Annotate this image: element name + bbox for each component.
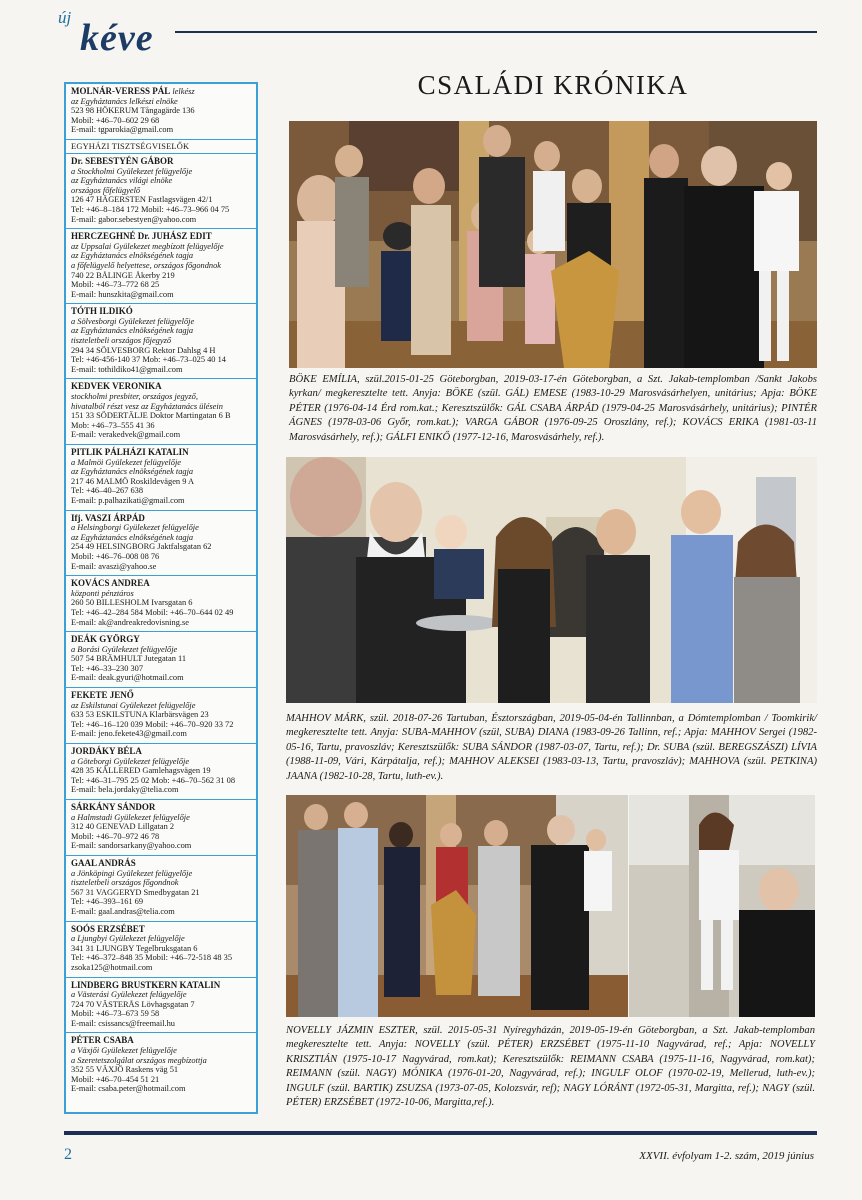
- official-detail: központi pénztáros: [71, 588, 134, 598]
- official-detail: E-mail: p.palhazikati@gmail.com: [71, 495, 185, 505]
- official-name: KEDVEK VERONIKA: [71, 381, 162, 392]
- official-detail: 151 33 SÖDERTÄLJE Doktor Martingatan 6 B: [71, 411, 231, 421]
- official-name: Ifj. VASZI ÁRPÁD: [71, 512, 145, 523]
- official-entry: [66, 856, 256, 922]
- official-detail: az Egyháztanács elnökségének tagja: [71, 532, 194, 542]
- pastor-line: 523 98 HÖKERUM Tångagärde 136: [71, 106, 195, 116]
- pastor-line: az Egyháztanács lelkészi elnöke: [71, 96, 178, 106]
- official-detail: E-mail: tothildiko41@gmail.com: [71, 364, 183, 374]
- official-detail: 633 53 ESKILSTUNA Klarbärsvägen 23: [71, 710, 209, 720]
- official-detail: E-mail: csissancs@freemail.hu: [71, 1018, 175, 1028]
- pastor-role: lelkész: [172, 87, 195, 96]
- pastor-name: MOLNÁR-VERESS PÁL: [71, 86, 171, 96]
- official-entry: [66, 1033, 256, 1098]
- official-detail: a Västerási Gyülekezet felügyelője: [71, 990, 187, 1000]
- photo-2-image: [286, 457, 817, 703]
- official-entry: [66, 978, 256, 1034]
- official-detail: Tel: +46–8–184 172 Mobil: +46–73–966 04 75: [71, 204, 230, 214]
- official-name: SOÓS ERZSÉBET: [71, 923, 145, 934]
- official-entry: [66, 688, 256, 744]
- official-detail: zsoka125@hotmail.com: [71, 962, 153, 972]
- official-detail: a Jönköpingi Gyülekezet felügyelője: [71, 868, 193, 878]
- page-number: 2: [64, 1146, 72, 1163]
- pastor-line: E-mail: tgparokia@gmail.com: [71, 125, 174, 135]
- official-entry: [66, 511, 256, 577]
- official-detail: Tel: +46–31–795 25 02 Mob: +46–70–562 31 08: [71, 775, 236, 785]
- official-detail: a Halmstadi Gyülekezet felügyelője: [71, 812, 190, 822]
- official-detail: a Szeretetszolgálat országos megbízottja: [71, 1055, 207, 1065]
- official-detail: Mob: +46–73–555 41 36: [71, 420, 155, 430]
- official-detail: Tel: +46–16–120 039 Mobil: +46–70–920 33 72: [71, 719, 234, 729]
- official-detail: E-mail: jeno.fekete43@gmail.com: [71, 729, 187, 739]
- official-detail: E-mail: avaszi@yahoo.se: [71, 561, 157, 571]
- official-entry: [66, 576, 256, 632]
- official-name: TÓTH ILDIKÓ: [71, 306, 133, 317]
- official-detail: 341 31 LJUNGBY Tegelbruksgatan 6: [71, 943, 198, 953]
- official-detail: tiszteletbeli országos főjegyző: [71, 336, 172, 346]
- official-name: PÉTER CSABA: [71, 1035, 134, 1046]
- official-detail: az Egyháztanács világi elnöke: [71, 176, 173, 186]
- official-detail: stockholmi presbiter, országos jegyző,: [71, 392, 198, 402]
- official-detail: a Helsingborgi Gyülekezet felügyelője: [71, 523, 199, 533]
- baptism-photo-2: [286, 457, 817, 703]
- officials-heading: EGYHÁZI TISZTSÉGVISELŐK: [66, 140, 256, 154]
- photo-1-image: [289, 121, 817, 368]
- official-detail: E-mail: csaba.peter@hotmail.com: [71, 1084, 186, 1094]
- official-detail: E-mail: verakedvek@gmail.com: [71, 430, 181, 440]
- official-detail: 567 31 VAGGERYD Smedbygatan 21: [71, 887, 200, 897]
- official-name: PITLIK PÁLHÁZI KATALIN: [71, 447, 189, 457]
- official-detail: a Ljungbyi Gyülekezet felügyelője: [71, 934, 185, 944]
- official-detail: országos főfelügyelő: [71, 185, 141, 195]
- baptism-photo-1: [289, 121, 817, 368]
- pastor-entry: [66, 84, 256, 140]
- official-detail: a Göteborgi Gyülekezet felügyelője: [71, 756, 190, 766]
- official-detail: 294 34 SÖLVESBORG Rektor Dahlsg 4 H: [71, 345, 216, 355]
- official-detail: Tel: +46–42–284 584 Mobil: +46–70–644 02 49: [71, 607, 234, 617]
- official-name: JORDÁKY BÉLA: [71, 746, 142, 757]
- official-detail: Mobil: +46–73–673 59 58: [71, 1009, 160, 1019]
- baptism-photo-3: [286, 795, 628, 1017]
- official-detail: E-mail: ak@andreakredovisning.se: [71, 617, 189, 627]
- caption-1: BÖKE EMÍLIA, szül.2015-01-25 Göteborgban, 2019-03-17-én Göteborgban, a Szt. Jakab-templomban /Sankt Jakobs kyrkan/ megkeresztelte tett. Anyja: BÖKE (szül. GÁL) EMESE (1983-10-29 Marosvásárhelyen, unitárius; Apja: BÖKE PÉTER (1976-04-14 Érd rom.kat.; Keresztszülők: GÁL CSABA ÁRPÁD (1979-04-25 Marosvásárhely, unitárius); PINTÉR ÁGNES (1978-03-06 Győr, rom.kat.); VARGA GÁBOR (1976-09-25 Oroszlány, ref.); KOVÁCS ERIKA (1981-03-11 Marosvásárhely, ref.); GÁLFI ENIKŐ (1977-12-16, Marosvásárhely, ref.).: [289, 374, 817, 443]
- official-detail: 260 50 BILLESHOLM Ivarsgatan 6: [71, 598, 193, 608]
- official-detail: Tel: +46–33–230 307: [71, 663, 144, 673]
- official-detail: Mobil: +46–70–972 46 78: [71, 831, 160, 841]
- official-detail: hivatalból részt vesz az Egyháztanács ülésein: [71, 401, 223, 411]
- official-name: FEKETE JENŐ: [71, 690, 134, 701]
- official-detail: a Växjői Gyülekezet felügyelője: [71, 1046, 177, 1056]
- official-name: GAAL ANDRÁS: [71, 857, 136, 868]
- official-name: Dr. SEBESTYÉN GÁBOR: [71, 155, 174, 166]
- footer-rule: [64, 1131, 817, 1135]
- officials-list: [66, 154, 256, 1098]
- photo-3-image: [286, 795, 628, 1017]
- article-title: CSALÁDI KRÓNIKA: [417, 70, 689, 100]
- masthead-uj: új: [58, 8, 72, 27]
- official-detail: Tel: +46–40–267 638: [71, 486, 144, 496]
- official-entry: [66, 632, 256, 688]
- official-detail: a Borási Gyülekezet felügyelője: [71, 644, 178, 654]
- official-detail: Mobil: +46–73–772 68 25: [71, 280, 160, 290]
- official-detail: E-mail: gaal.andras@telia.com: [71, 906, 175, 916]
- official-detail: Mobil: +46–76–008 08 76: [71, 551, 160, 561]
- official-detail: az Egyháztanács elnökségének tagja: [71, 326, 194, 336]
- official-detail: 254 49 HELSINGBORG Jaktfalsgatan 62: [71, 542, 212, 552]
- official-name: LINDBERG BRUSTKERN KATALIN: [71, 979, 221, 990]
- pastor-line: Mobil: +46–70–602 29 68: [71, 115, 160, 125]
- official-detail: a Stockholmi Gyülekezet felügyelője: [71, 166, 193, 176]
- official-detail: a Sölvesborgi Gyülekezet felügyelője: [71, 316, 195, 326]
- photo-4-image: [629, 795, 815, 1017]
- official-name: HERCZEGHNÉ Dr. JUHÁSZ EDIT: [71, 231, 212, 242]
- official-detail: 428 35 KÅLLERED Gamlehagsvägen 19: [71, 766, 211, 776]
- official-entry: [66, 229, 256, 304]
- official-detail: az Uppsalai Gyülekezet megbízott felügyelője: [71, 241, 224, 251]
- official-name: DEÁK GYÖRGY: [71, 634, 140, 645]
- official-detail: Mobil: +46–70–454 51 21: [71, 1074, 160, 1084]
- official-entry: [66, 922, 256, 978]
- masthead-keve: kéve: [80, 17, 154, 59]
- official-entry: [66, 744, 256, 800]
- official-detail: E-mail: sandorsarkany@yahoo.com: [71, 841, 192, 851]
- official-detail: 352 55 VÄXJÖ Raskens väg 51: [71, 1065, 179, 1075]
- official-detail: 740 22 BÅLINGE Åkerby 219: [71, 270, 175, 280]
- official-detail: tiszteletbeli országos főgondnok: [71, 878, 179, 888]
- caption-2: MAHHOV MÁRK, szül. 2018-07-26 Tartuban, Észtországban, 2019-05-04-én Tallinnban, a Dómtemplomban / Toomkirik/ megkeresztelte tett. Anyja: SUBA-MAHHOV (szül, SUBA) DIANA (1983-09-26 Tallinn, ref.; Apja: MAHHOV Sergei (1982-05-16, Tartu, pravoszláv; Keresztszülők: SUBA SÁNDOR (1987-03-07, Tartu, ref.); Dr. SUBA (szül. BEREGSZÁSZI) LÍVIA (1988-11-09, Vári, Kárpátalja, ref.); MAHHOV ALEKSEI (1983-03-13, Tartu, pravoszláv); MAHHOVA (szül. PETKINA) JAANA (1982-10-28, Tartu, luth-ev.).: [286, 713, 817, 782]
- official-detail: az Egyháztanács elnökségének tagja: [71, 251, 194, 261]
- official-detail: 507 54 BRÄMHULT Jutegatan 11: [71, 654, 187, 664]
- official-detail: Tel: +46–393–161 69: [71, 897, 144, 907]
- official-detail: E-mail: bela.jordaky@telia.com: [71, 785, 179, 795]
- official-entry: [66, 379, 256, 445]
- official-detail: 312 40 GENEVAD Lillgatan 2: [71, 822, 175, 832]
- official-name: KOVÁCS ANDREA: [71, 578, 150, 589]
- official-detail: az Egyháztanács elnökségének tagja: [71, 467, 194, 477]
- official-detail: az Eskilstunai Gyülekezet felügyelője: [71, 700, 196, 710]
- officials-sidebar: [64, 82, 258, 1114]
- baptism-photo-4: [629, 795, 815, 1017]
- official-detail: Tel: +46–372–848 35 Mobil: +46–72-518 48 35: [71, 953, 233, 963]
- official-entry: [66, 154, 256, 229]
- official-entry: [66, 800, 256, 856]
- official-detail: a Malmöi Gyülekezet felügyelője: [71, 457, 181, 467]
- official-detail: 126 47 HÄGERSTEN Fastlagsvägen 42/1: [71, 195, 213, 205]
- official-entry: [66, 304, 256, 379]
- official-detail: E-mail: deak.gyuri@hotmail.com: [71, 673, 184, 683]
- official-detail: E-mail: gabor.sebestyen@yahoo.com: [71, 214, 197, 224]
- official-detail: 217 46 MALMÖ Roskildevägen 9 A: [71, 476, 195, 486]
- issue-info: XXVII. évfolyam 1-2. szám, 2019 június: [639, 1150, 814, 1162]
- official-detail: Tel: +46-456-140 37 Mob: +46–73–025 40 14: [71, 355, 226, 365]
- official-detail: E-mail: hunszkita@gmail.com: [71, 289, 174, 299]
- official-name: SÁRKÁNY SÁNDOR: [71, 802, 156, 812]
- official-entry: [66, 445, 256, 511]
- masthead-rule: [175, 31, 817, 33]
- official-detail: 724 70 VÄSTERÅS Lövhagsgatan 7: [71, 999, 195, 1009]
- caption-3: NOVELLY JÁZMIN ESZTER, szül. 2015-05-31 Nyíregyházán, 2019-05-19-én Göteborgban, a Szt. Jakab-templomban megkeresztelte tett. Anyja: NOVELLY (szül. PÉTER) ERZSÉBET (1975-11-10 Nagyvárad, ref.; Apja: NOVELLY KRISZTIÁN (1975-10-17 Nagyvárad, rom.kat); Keresztszülők: REIMANN CSABA (1975-11-16, Nagyvárad, rom.kat); REIMANN (szül. NAGY) MÓNIKA (1976-01-20, Nagyvárad, ref.); INGULF OLOF (1970-02-19, Mellerud, luth-ev.); INGULF (szül. BARTIK) ZSUZSA (1973-07-05, Kolozsvár, ref); NAGY LÓRÁNT (1972-05-31, Margitta, ref.); NAGY (szül. PÉTER) ERZSÉBET (1972-10-06, Margitta,ref.).: [286, 1025, 815, 1109]
- official-detail: a főfelügyelő helyettese, országos főgondnok: [71, 260, 222, 270]
